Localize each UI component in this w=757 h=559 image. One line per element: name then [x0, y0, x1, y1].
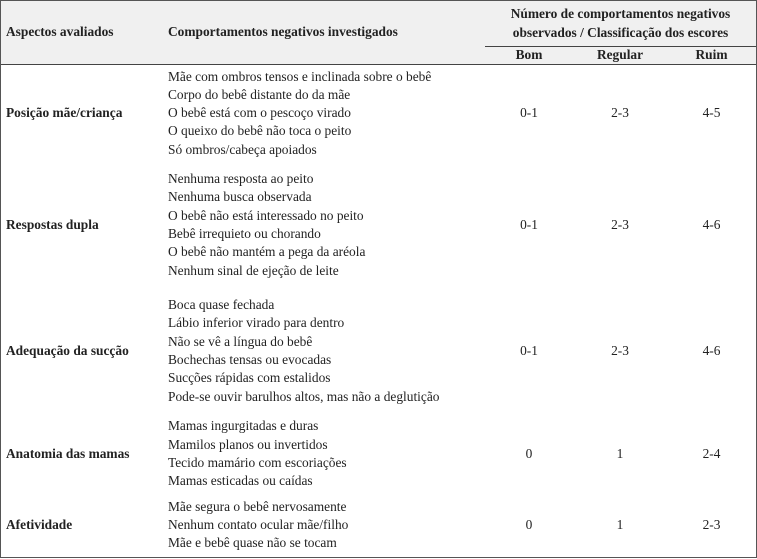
header-score: [485, 1, 756, 46]
row-aspect: Anatomia das mamas: [6, 446, 130, 461]
behavior-item: Nenhuma resposta ao peito: [168, 171, 314, 187]
behavior-item: Só ombros/cabeça apoiados: [168, 141, 317, 157]
score-bom: 0: [525, 446, 533, 461]
behavior-item: Mamas ingurgitadas e duras: [168, 418, 319, 434]
row-aspect: Afetividade: [6, 517, 73, 532]
score-ruim: 2-4: [702, 446, 721, 461]
table-row: [1, 64, 756, 162]
header-bom: Bom: [485, 46, 573, 64]
behavior-item: Nenhuma busca observada: [168, 189, 312, 205]
behavior-item: Boca quase fechada: [168, 297, 275, 313]
behavior-item: Pode-se ouvir barulhos altos, mas não a deglutição: [168, 388, 440, 404]
behavior-item: Mãe com ombros tensos e inclinada sobre o bebê: [168, 68, 432, 84]
behavior-item: Bochechas tensas ou evocadas: [168, 352, 332, 367]
behavior-item: Bebê irrequieto ou chorando: [168, 226, 321, 241]
score-regular: 2-3: [611, 105, 629, 121]
behavior-item: Mãe e bebê quase não se tocam: [168, 535, 337, 551]
row-aspect: Posição mãe/criança: [6, 105, 123, 121]
score-regular: 1: [616, 517, 624, 532]
score-bom: 0-1: [520, 343, 538, 358]
score-bom: 0-1: [520, 105, 538, 121]
header-behaviors: Comportamentos negativos investigados: [164, 1, 485, 64]
header-aspect: Aspectos avaliados: [1, 1, 164, 64]
score-ruim: 4-6: [702, 217, 721, 232]
behavior-item: Mamas esticadas ou caídas: [168, 473, 313, 489]
row-behaviors: [164, 494, 485, 556]
row-behaviors: [164, 162, 485, 288]
row-behaviors: [164, 288, 485, 414]
behavior-item: Lábio inferior virado para dentro: [168, 315, 345, 331]
behavior-item: O bebê não está interessado no peito: [168, 207, 364, 223]
behavior-item: Não se vê a língua do bebê: [168, 333, 313, 349]
header-regular: Regular: [573, 46, 667, 64]
header-score-line1: Número de comportamentos negativos: [510, 6, 731, 22]
behavior-item: Tecido mamário com escoriações: [168, 455, 347, 470]
behavior-item: O bebê está com o pescoço virado: [168, 105, 351, 121]
score-bom: 0-1: [520, 217, 538, 232]
score-ruim: 2-3: [702, 517, 721, 532]
header-score-line2: observados / Classificação dos escores: [512, 25, 729, 41]
score-ruim: 4-5: [702, 105, 721, 121]
row-behaviors: [164, 64, 485, 162]
table-row: [1, 162, 756, 288]
score-regular: 2-3: [611, 343, 629, 358]
row-behaviors: [164, 414, 485, 494]
table-row: [1, 494, 756, 556]
table-row: [1, 414, 756, 494]
score-regular: 1: [616, 446, 624, 461]
row-aspect: Adequação da sucção: [6, 343, 129, 358]
score-regular: 2-3: [611, 217, 629, 232]
behavior-item: Corpo do bebê distante do da mãe: [168, 86, 351, 102]
behavior-item: O bebê não mantém a pega da aréola: [168, 244, 366, 260]
behavior-item: O queixo do bebê não toca o peito: [168, 123, 352, 139]
score-ruim: 4-6: [702, 343, 721, 358]
behavior-item: Mamilos planos ou invertidos: [168, 436, 328, 452]
row-aspect: Respostas dupla: [6, 217, 99, 232]
behavior-item: Mãe segura o bebê nervosamente: [168, 498, 347, 514]
table-row: [1, 288, 756, 414]
behavior-item: Sucções rápidas com estalidos: [168, 370, 331, 386]
assessment-table: [1, 1, 756, 556]
score-bom: 0: [525, 517, 533, 532]
behavior-item: Nenhum contato ocular mãe/filho: [168, 516, 349, 532]
header-ruim: Ruim: [667, 46, 756, 64]
behavior-item: Nenhum sinal de ejeção de leite: [168, 262, 339, 278]
